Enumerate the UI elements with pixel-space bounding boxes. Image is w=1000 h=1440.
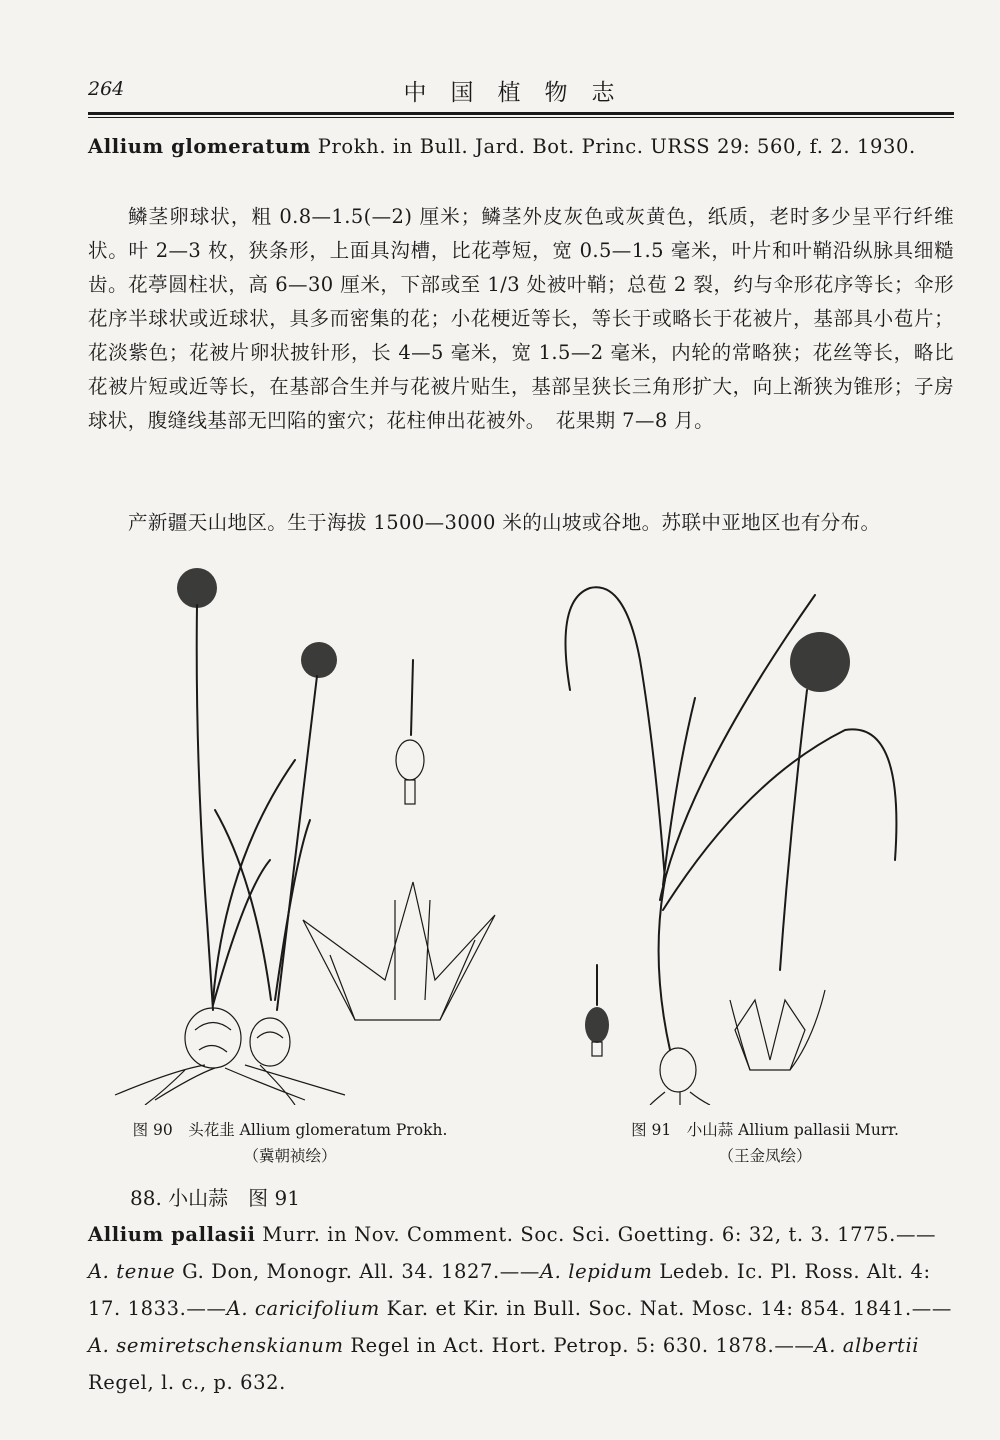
synonym-name: A. semiretschenskianum — [88, 1334, 344, 1357]
figure-90-illustration — [95, 560, 515, 1105]
species1-citation — [88, 130, 954, 164]
page-number: 264 — [88, 78, 125, 100]
figure-90-caption: 图 90 头花韭 Allium glomeratum Prokh. — [132, 1121, 448, 1139]
figure-91-caption: 图 91 小山蒜 Allium pallasii Murr. — [631, 1121, 899, 1139]
synonym-name: A. lepidum — [540, 1260, 653, 1283]
figure-91-caption-block — [590, 1117, 940, 1169]
header-rule-thin — [88, 117, 954, 118]
figure-91-artist: （王金凤绘） — [718, 1147, 812, 1165]
running-title: 中国植物志 — [403, 80, 639, 106]
species1-citation-text: Prokh. in Bull. Jard. Bot. Princ. URSS 29: 560, f. 2. 1930. — [310, 135, 916, 158]
species2-citation-part: Kar. et Kir. in Bull. Soc. Nat. Mosc. 14: 854. 1841.—— — [379, 1297, 952, 1320]
synonym-name: A. albertii — [814, 1334, 920, 1357]
species2-name: Allium pallasii — [88, 1223, 256, 1246]
figure-90-artist: （冀朝祯绘） — [243, 1147, 337, 1165]
species2-citation — [88, 1216, 954, 1401]
species1-distribution: 产新疆天山地区。生于海拔 1500—3000 米的山坡或谷地。苏联中亚地区也有分布。 — [128, 511, 881, 534]
species2-citation-part: G. Don, Monogr. All. 34. 1827.—— — [175, 1260, 540, 1283]
species2-citation-part: Ledeb. Ic. Pl. Ross. Alt. 4: 17. 1833.—— — [88, 1260, 931, 1320]
synonym-name: A. caricifolium — [226, 1297, 380, 1320]
species2-heading: 88. 小山蒜 图 91 — [130, 1186, 300, 1210]
species2-citation-part: Regel, l. c., p. 632. — [88, 1371, 286, 1394]
species2-citation-part: Regel in Act. Hort. Petrop. 5: 630. 1878.—— — [343, 1334, 815, 1357]
figure-91-illustration — [545, 580, 945, 1105]
page-header — [88, 74, 954, 114]
header-rule — [88, 112, 954, 115]
species2-citation-part: Murr. in Nov. Comment. Soc. Sci. Goetting. 6: 32, t. 3. 1775.—— — [255, 1223, 937, 1246]
synonym-name: A. tenue — [88, 1260, 176, 1283]
figure-90-caption-block — [110, 1117, 470, 1169]
species1-name: Allium glomeratum — [88, 135, 311, 158]
species1-description: 鳞茎卵球状，粗 0.8—1.5(—2) 厘米；鳞茎外皮灰色或灰黄色，纸质，老时多少呈平行纤维状。叶 2—3 枚，狭条形，上面具沟槽，比花葶短，宽 0.5—1.5 毫米，叶片和叶鞘沿纵脉具细糙齿。花葶圆柱状，高 6—30 厘米，下部或至 1/3 处被叶鞘；总苞 2 裂，约与伞形花序等长；伞形花序半球状或近球状，具多而密集的花；小花梗近等长，等长于或略长于花被片，基部具小苞片；花淡紫色；花被片卵状披针形，长 4—5 毫米，宽 1.5—2 毫米，内轮的常略狭；花丝等长，略比花被片短或近等长，在基部合生并与花被片贴生，基部呈狭长三角形扩大，向上渐狭为锥形；子房球状，腹缝线基部无凹陷的蜜穴；花柱伸出花被外。 花果期 7—8 月。 — [88, 205, 954, 432]
